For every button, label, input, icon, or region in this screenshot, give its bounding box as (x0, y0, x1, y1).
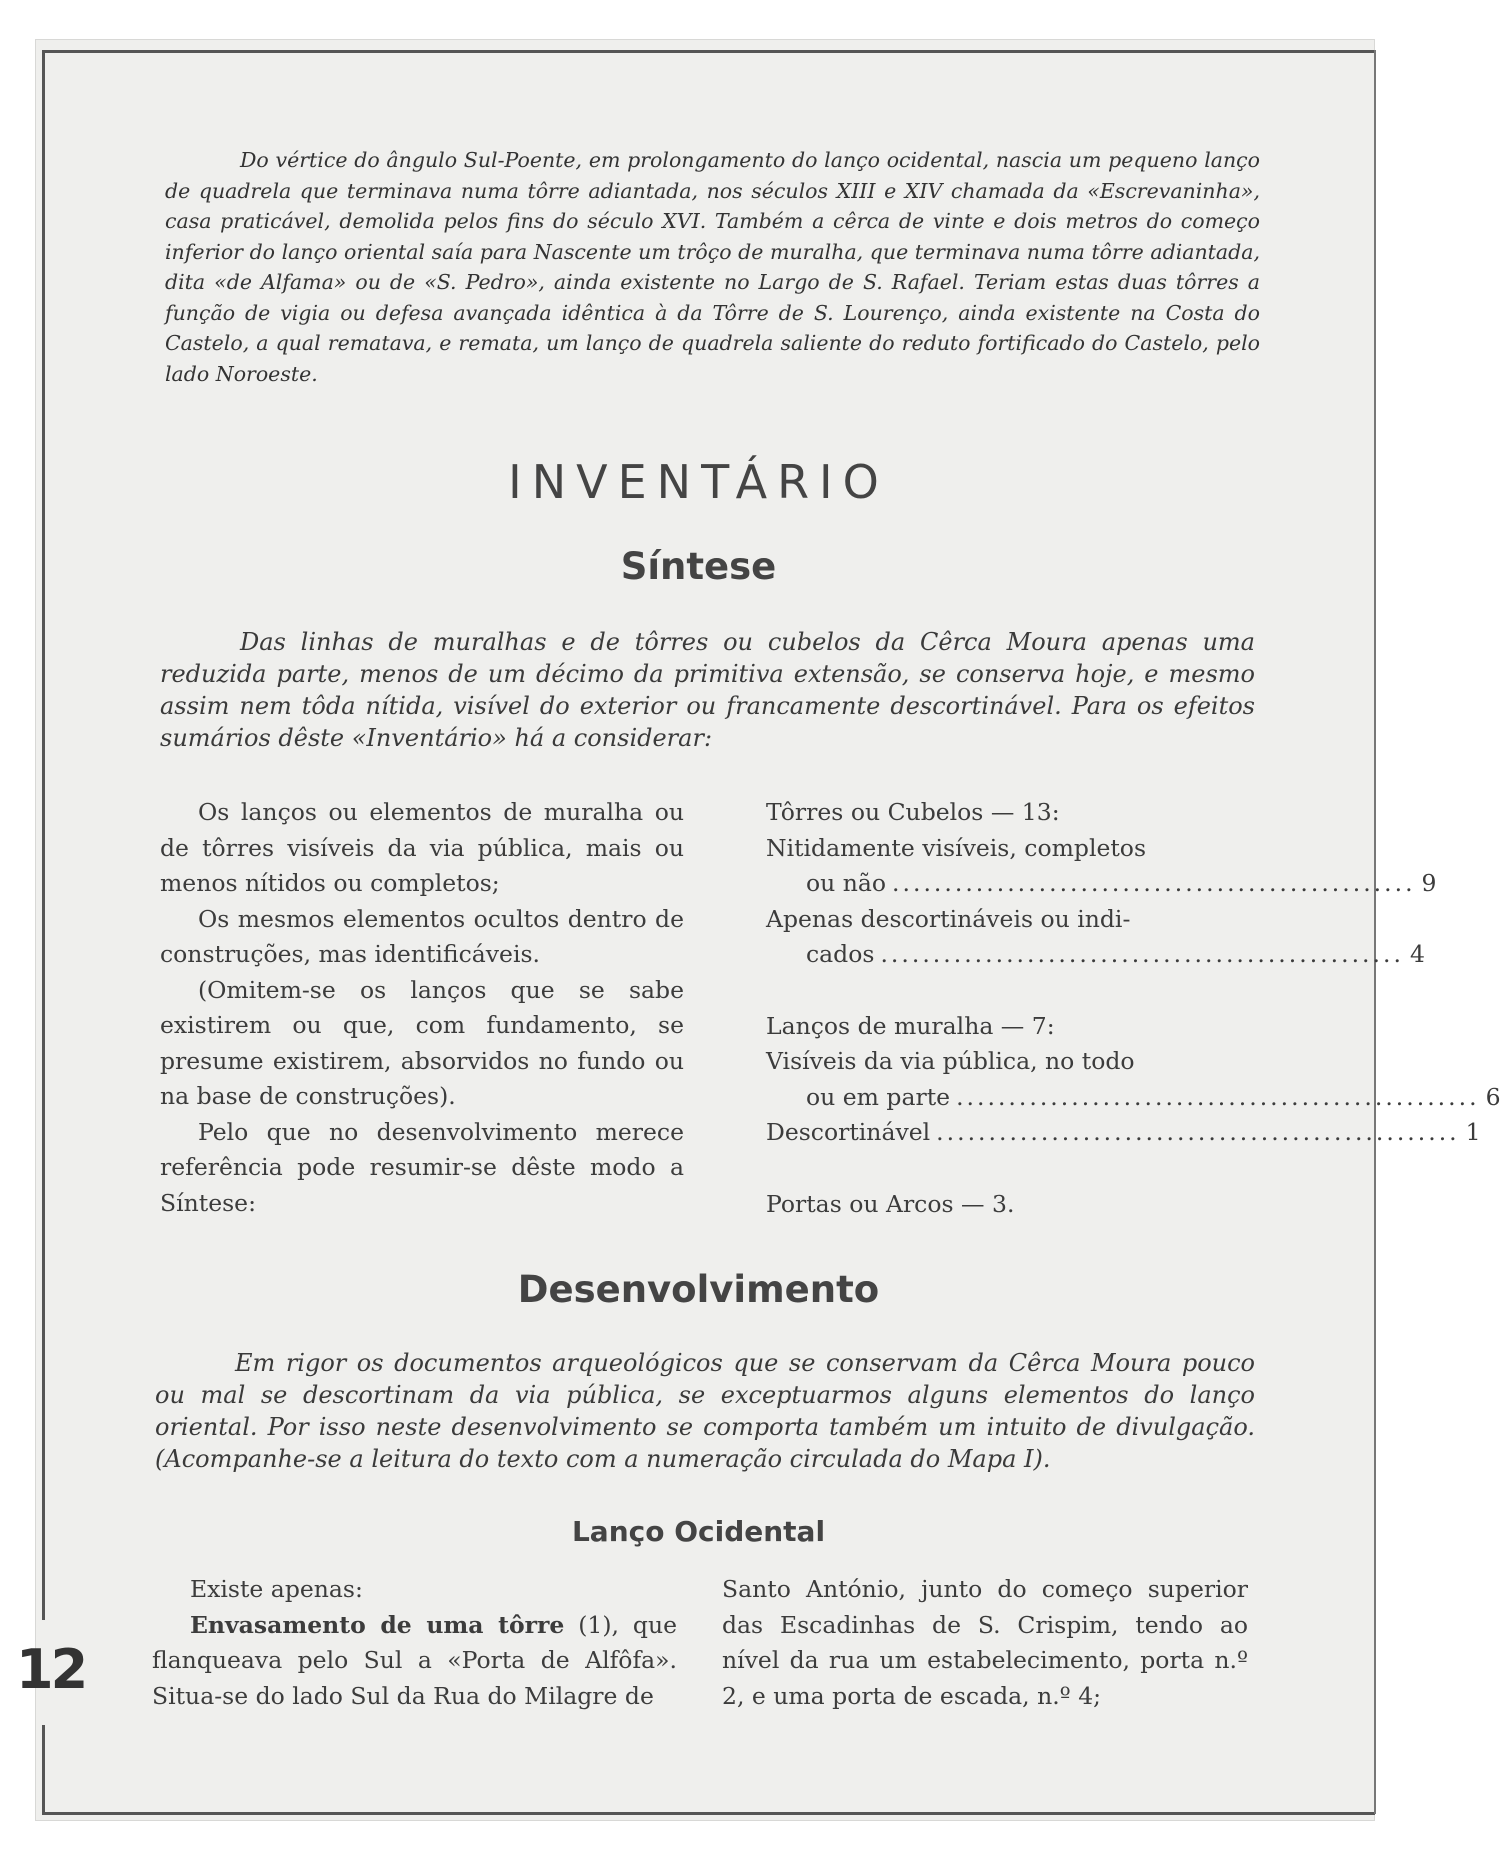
sintese-left-paragraph: (Omitem-se os lanços que se sabe existirem ou que, com fundamento, se presume existirem, absorvidos no fundo ou na base de construções). (160, 975, 684, 1110)
existe-apenas-line: Existe apenas: (190, 1575, 363, 1603)
desenvolvimento-title: Desenvolvimento (517, 1268, 880, 1311)
sintese-left-column (160, 795, 684, 1221)
torres-item-1-value: 9 (1421, 869, 1437, 897)
torres-item-1-label: ou não (806, 869, 887, 897)
desenvolvimento-left-column (152, 1572, 677, 1714)
torres-item-1-row (766, 866, 1437, 902)
leader-dots: .................................................. (936, 1118, 1460, 1146)
torres-item-1-line1: Nitidamente visíveis, completos (766, 833, 1147, 862)
leader-dots: .................................................. (956, 1082, 1480, 1111)
torres-item-2-label: cados (806, 940, 875, 968)
lancos-item-2-value: 1 (1465, 1118, 1481, 1146)
lancos-item-2-label: Descortinável (766, 1118, 931, 1146)
frame-bottom-rule (42, 1812, 1375, 1815)
frame-left-rule-lower (42, 1725, 45, 1815)
lancos-item-2-row (766, 1115, 1481, 1151)
intro-paragraph: Do vértice do ângulo Sul-Poente, em prolongamento do lanço ocidental, nascia um pequeno lanço de quadrela que terminava numa tôrre adiantada, nos séculos XIII e XIV chamada da «Escrevaninha», casa praticável, demolida pelos fins do século XVI. Também a cêrca de vinte e dois metros do começo inferior do lanço oriental saía para Nascente um trôço de muralha, que terminava numa tôrre adiantada, dita «de Alfama» ou de «S. Pedro», ainda existente no Largo de S. Rafael. Teriam estas duas tôrres a função de vigia ou defesa avançada idêntica à da Tôrre de S. Lourenço, ainda existente na Costa do Castelo, a qual rematava, e remata, um lanço de quadrela saliente do reduto fortificado do Castelo, pelo lado Noroeste. (165, 148, 1260, 386)
lancos-item-1-label: ou em parte (806, 1082, 951, 1111)
leader-dots: .................................................. (880, 940, 1404, 968)
leader-dots: .................................................. (892, 869, 1416, 897)
envasamento-rest: (1), que flanqueava pelo Sul a «Porta de Alfôfa». Situa-se do lado Sul da Rua do Milagre de (152, 1610, 677, 1710)
sintese-left-paragraph: Os lanços ou elementos de muralha ou de tôrres visíveis da via pública, mais ou menos nítidos ou completos; (160, 798, 684, 897)
envasamento-bold-term: Envasamento de uma tôrre (190, 1610, 565, 1639)
page-number: 12 (16, 1638, 86, 1701)
lancos-item-1-line1: Visíveis da via pública, no todo (766, 1047, 1135, 1075)
inventario-title: INVENTÁRIO (508, 455, 889, 509)
portas-line: Portas ou Arcos — 3. (766, 1189, 1015, 1218)
desenvolvimento-right-column (722, 1572, 1248, 1714)
torres-heading: Tôrres ou Cubelos — 13: (766, 798, 1060, 826)
envasamento-paragraph (152, 1608, 677, 1715)
sintese-left-paragraph: Pelo que no desenvolvimento merece referência pode resumir-se dêste modo a Síntese: (160, 1117, 684, 1217)
lancos-heading: Lanços de muralha — 7: (766, 1011, 1055, 1040)
lancos-item-1-value: 6 (1485, 1082, 1501, 1111)
frame-top-rule (42, 50, 1375, 53)
sintese-intro-paragraph: Das linhas de muralhas e de tôrres ou cubelos da Cêrca Moura apenas uma reduzida parte, menos de um décimo da primitiva extensão, se conserva hoje, e mesmo assim nem tôda nítida, visível do exterior ou francamente descortinável. Para os efeitos sumários dêste «Inventário» há a considerar: (160, 628, 1255, 752)
santo-antonio-paragraph: Santo António, junto do começo superior das Escadinhas de S. Crispim, tendo ao nível da rua um estabelecimento, porta n.º 2, e uma porta de escada, n.º 4; (722, 1575, 1248, 1710)
torres-item-2-line1: Apenas descortináveis ou indi- (766, 904, 1131, 933)
desenvolvimento-intro-paragraph: Em rigor os documentos arqueológicos que se conservam da Cêrca Moura pouco ou mal se descortinam da via pública, se exceptuarmos alguns elementos do lanço oriental. Por isso neste desenvolvimento se comporta também um intuito de divulgação. (Acompanhe-se a leitura do texto com a numeração circulada do Mapa I). (155, 1349, 1255, 1473)
torres-item-2-row (766, 937, 1425, 973)
lanco-ocidental-title: Lanço Ocidental (571, 1515, 826, 1548)
frame-right-rule (1374, 50, 1376, 1814)
sintese-summary-list (766, 795, 1501, 1222)
sintese-title: Síntese (620, 545, 777, 588)
lancos-item-1-row (766, 1080, 1501, 1116)
torres-item-2-value: 4 (1409, 940, 1425, 968)
sintese-left-paragraph: Os mesmos elementos ocultos dentro de construções, mas identificáveis. (160, 904, 684, 968)
frame-left-rule (42, 50, 45, 1620)
